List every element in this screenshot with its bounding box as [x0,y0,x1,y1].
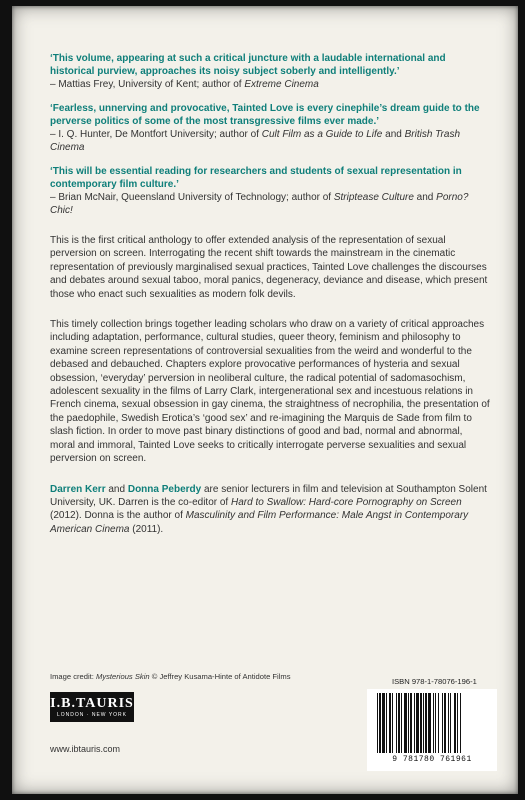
attribution-book: Striptease Culture [333,192,414,203]
publisher-logo [50,692,134,722]
author-bio [50,483,490,537]
bio-text-2: (2012). Donna is the author of [50,510,186,522]
bio-book-2: Masculinity and Film Performance: Male Angst in Contemporary American Cinema [50,510,469,535]
quote-text: ‘Fearless, unnerving and provocative, Tainted Love is every cinephile’s dream guide to the perverse politics of some of the most transgressive films ever made.’ [50,103,480,127]
attribution-book-2: British Trash Cinema [50,129,461,153]
barcode-bars-icon [375,693,489,755]
description-paragraph-2: This timely collection brings together leading scholars who draw on a variety of critical approaches including adaptation, performance, cultural studies, queer theory, feminism and philosophy to examine screen representations of controversial sexualities from the weird and wonderful to the debased and debauched. Chapters explore provocative performances of hysteria and sexual obsession, ‘everyday’ perversion in neoliberal culture, the radical potential of sadomasochism, adolescent sexuality in the films of Larry Clark, intergenerational sex and incestuous relations in French cinema, sexual obsession in gay cinema, the straightness of necrophilia, the presentation of the paedophile, Swedish Erotica’s ‘good sex’ and re-imagining the Marquis de Sade from film to slash fiction. In order to move past binary distinctions of good and bad, normal and abnormal, moral and immoral, Tainted Love seeks to critically interrogate perverse sexualities and sexual perversion on screen. [50,319,490,465]
bio-text-3: (2011). [129,523,164,535]
credit-rest: © Jeffrey Kusama-Hinte of Antidote Films [149,672,291,681]
review-quote-2 [50,102,490,154]
attribution-book: Extreme Cinema [244,79,319,90]
bio-text-1: are senior lecturers in film and television at Southampton Solent University, UK. Darren is the co-editor of [50,483,487,508]
attribution-book-2: Porno? Chic! [50,192,469,216]
author-name-1: Darren Kerr [50,483,106,495]
quote-attribution [50,191,490,217]
description-paragraph-1: This is the first critical anthology to offer extended analysis of the representation of sexual perversion on screen. Interrogating the recent shift towards the mainstream in the cinematic representation of previously marginalised sexual practices, Tainted Love challenges the discourses and debates around sexual taboo, moral panics, degeneracy, deviance and disease, which present those who enact such sexualities as modern folk devils. [50,235,488,300]
attribution-and: and [382,129,405,140]
credit-label: Image credit: [50,672,97,681]
quote-attribution [50,78,490,91]
quote-text: ‘This volume, appearing at such a critical juncture with a laudable international and historical purview, approaches its noisy subject soberly and intelligently.’ [50,53,446,77]
author-name-2: Donna Peberdy [127,483,202,495]
image-credit [50,672,291,681]
attribution-text: – Brian McNair, Queensland University of Technology; author of [50,192,334,203]
back-cover [12,6,518,794]
quote-text: ‘This will be essential reading for researchers and students of sexual representation in contemporary film culture.’ [50,166,462,190]
attribution-and: and [413,192,437,203]
cover-text [50,52,490,536]
attribution-book: Cult Film as a Guide to Life [261,129,383,140]
attribution-text: – I. Q. Hunter, De Montfort University; author of [50,129,262,140]
isbn-label: ISBN 978-1-78076-196-1 [392,677,477,686]
author-and: and [105,483,128,495]
publisher-cities: LONDON · NEW YORK [57,712,127,718]
publisher-name: I.B.TAURIS [50,696,134,711]
review-quote-3 [50,165,490,217]
barcode [367,689,497,771]
barcode-digits: 9 781780 761961 [392,755,472,764]
credit-film: Mysterious Skin [96,672,150,681]
bio-book-1: Hard to Swallow: Hard-core Pornography on Screen [231,496,462,508]
attribution-text: – Mattias Frey, University of Kent; author of [50,79,245,90]
review-quote-1 [50,52,490,91]
publisher-website: www.ibtauris.com [50,744,121,754]
quote-attribution [50,128,490,154]
